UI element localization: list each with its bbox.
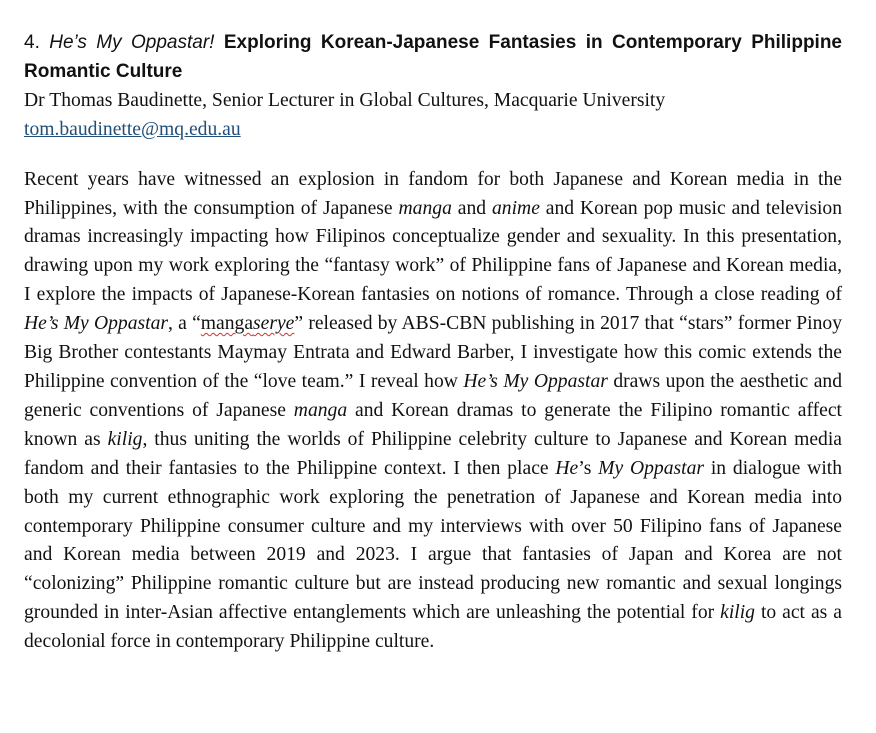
abstract-italic: He [555, 457, 579, 479]
author-line: Dr Thomas Baudinette, Senior Lecturer in Global Cultures, Macquarie University [24, 89, 666, 111]
title-number: 4. [24, 32, 40, 53]
abstract-text: draws upon the aesthetic and generic conventions of Japanese [24, 370, 842, 421]
author-email-link[interactable]: tom.baudinette@mq.edu.au [24, 118, 241, 140]
abstract-text: , a “ [168, 313, 201, 335]
abstract-italic: manga [293, 399, 348, 421]
spellcheck-word-part: manga [200, 313, 254, 335]
spellcheck-word[interactable] [201, 313, 295, 334]
abstract-italic: He’s My Oppastar [24, 313, 169, 335]
abstract-italic: anime [492, 197, 540, 219]
presentation-title [24, 29, 842, 87]
document-page [24, 29, 842, 657]
abstract-text: ” released by ABS-CBN publishing in 2017 that “stars” former Pinoy Big Brother contestants Maymay Entrata and Edward Barber, I investigate how this comic extends the Philippine convention of the “love team.” I reveal how [24, 313, 842, 392]
abstract-italic: He’s My Oppastar [463, 370, 608, 392]
title-italic: He’s My Oppastar! [49, 32, 215, 53]
abstract-text: and Korean dramas to generate the Filipino romantic affect known as [24, 399, 843, 450]
abstract-italic: manga [398, 197, 452, 219]
abstract-text: ’s [578, 457, 599, 479]
abstract-italic: kilig [107, 428, 143, 450]
abstract-text: and Korean pop music and television dramas increasingly impacting how Filipinos conceptualize gender and sexuality. In this presentation, drawing upon my work exploring the “fantasy work” of Philippine fans of Japanese and Korean media, I explore the impacts of Japanese-Korean fantasies on notions of romance. Through a close reading of [24, 197, 842, 306]
abstract-italic: kilig [720, 602, 755, 624]
abstract-text: and [451, 197, 492, 219]
abstract-paragraph [24, 166, 842, 657]
spellcheck-word-italic: serye [253, 313, 295, 335]
abstract-text: in dialogue with both my current ethnographic work exploring the penetration of Japanese and Korean media into contemporary Philippine consumer culture and my interviews with over 50 Filipino fans of Japanese and Korean media between 2019 and 2023. I argue that fantasies of Japan and Korea are not “colonizing” Philippine romantic culture but are instead producing new romantic and sexual longings grounded in inter-Asian affective entanglements which are unleashing the potential for [24, 457, 843, 624]
abstract-text: to act as a decolonial force in contemporary Philippine culture. [24, 602, 842, 653]
title-rest: Exploring Korean-Japanese Fantasies in Contemporary Philippine Romantic Culture [24, 32, 842, 82]
abstract-text: Recent years have witnessed an explosion in fandom for both Japanese and Korean media in the Philippines, with the consumption of Japanese [24, 168, 842, 219]
abstract-text: , thus uniting the worlds of Philippine celebrity culture to Japanese and Korean media fandom and their fantasies to the Philippine context. I then place [24, 428, 842, 479]
abstract-italic: My Oppastar [598, 457, 705, 479]
